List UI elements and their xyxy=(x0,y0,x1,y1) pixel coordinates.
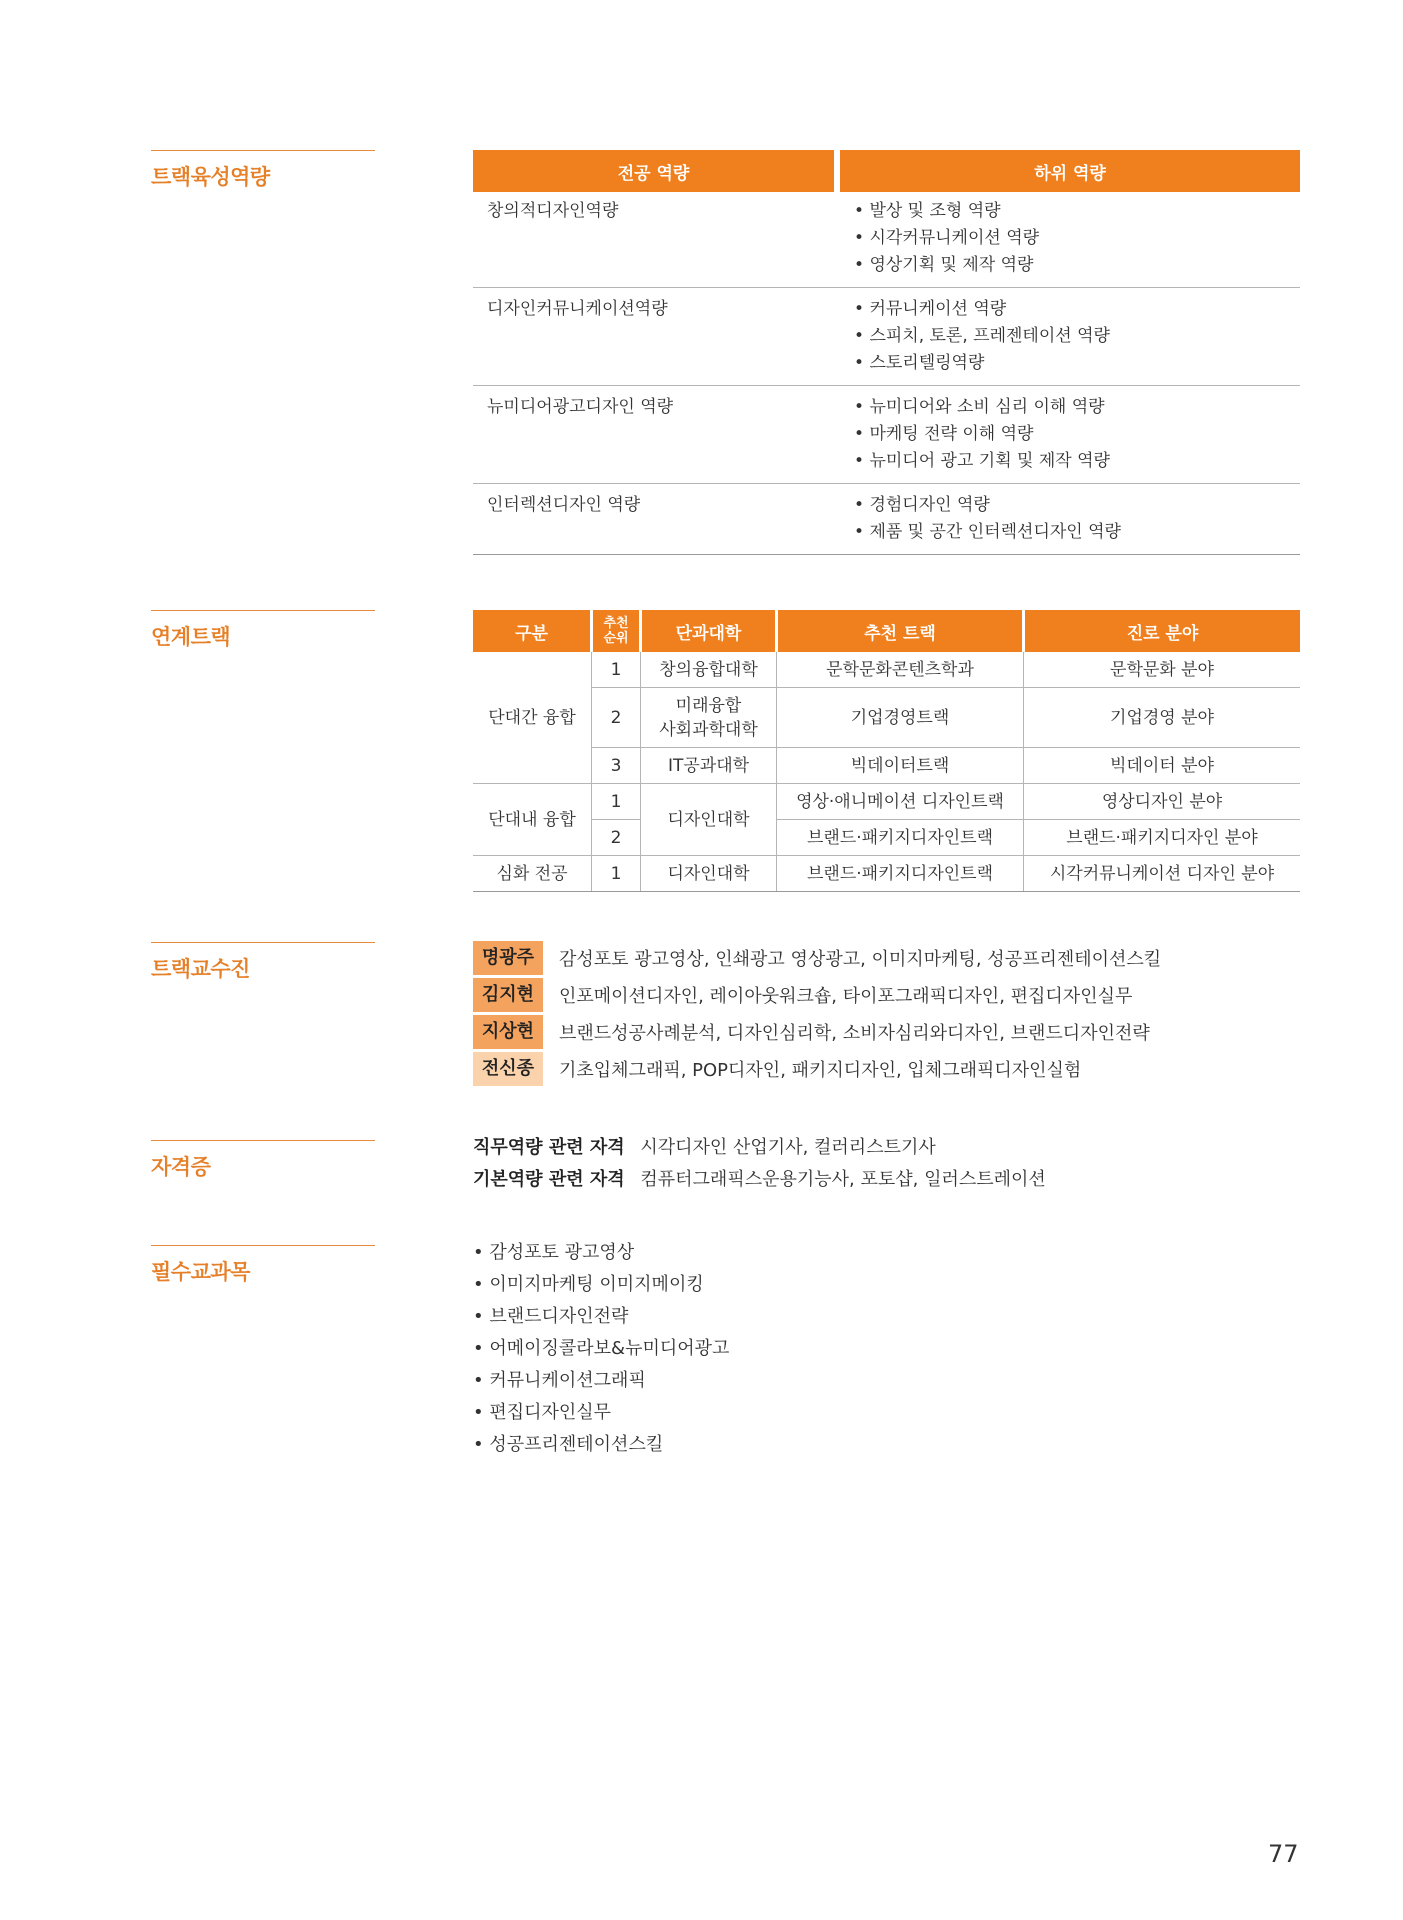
list-item: • 이미지마케팅 이미지메이킹 xyxy=(473,1269,729,1301)
list-item: • 뉴미디어 광고 기획 및 제작 역량 xyxy=(854,448,1286,475)
certificate-row xyxy=(473,1164,1046,1196)
header-rank-line1: 추천 xyxy=(603,616,629,631)
table-row xyxy=(473,386,1300,484)
career-cell: 영상디자인 분야 xyxy=(1024,784,1301,820)
college-cell: 디자인대학 xyxy=(641,784,777,856)
header-sub-competency: 하위 역량 xyxy=(840,150,1300,192)
certificate-value: 시각디자인 산업기사, 컬러리스트기사 xyxy=(640,1137,936,1158)
professor-courses: 기초입체그래픽, POP디자인, 패키지디자인, 입체그래픽디자인실험 xyxy=(559,1060,1082,1081)
list-item: • 커뮤니케이션 역량 xyxy=(854,296,1286,323)
table-row xyxy=(473,748,1300,784)
major-competency: 창의적디자인역량 xyxy=(473,192,834,288)
career-cell: 빅데이터 분야 xyxy=(1024,748,1301,784)
section-label-linked-track: 연계트랙 xyxy=(151,610,375,651)
professor-name: 지상현 xyxy=(473,1015,543,1049)
section-label-professors: 트랙교수진 xyxy=(151,942,375,983)
professor-list xyxy=(473,940,1323,1087)
professor-name: 김지현 xyxy=(473,978,543,1012)
professor-name: 명광주 xyxy=(473,941,543,975)
career-cell: 브랜드·패키지디자인 분야 xyxy=(1024,820,1301,856)
professor-row xyxy=(473,1051,1323,1087)
track-cell: 영상·애니메이션 디자인트랙 xyxy=(777,784,1024,820)
list-item: • 브랜드디자인전략 xyxy=(473,1301,729,1333)
professor-row xyxy=(473,940,1323,976)
list-item: • 마케팅 전략 이해 역량 xyxy=(854,421,1286,448)
list-item: • 경험디자인 역량 xyxy=(854,492,1286,519)
list-item: • 뉴미디어와 소비 심리 이해 역량 xyxy=(854,394,1286,421)
college-line2: 사회과학대학 xyxy=(659,719,758,740)
college-cell: IT공과대학 xyxy=(641,748,777,784)
table-row xyxy=(473,484,1300,555)
group-intra: 단대내 융합 xyxy=(473,784,592,856)
list-item: • 제품 및 공간 인터렉션디자인 역량 xyxy=(854,519,1286,546)
professor-row xyxy=(473,1014,1323,1050)
list-item: • 스토리텔링역량 xyxy=(854,350,1286,377)
track-cell: 브랜드·패키지디자인트랙 xyxy=(777,856,1024,892)
college-cell: 창의융합대학 xyxy=(641,652,777,688)
section-label-certificates: 자격증 xyxy=(151,1140,375,1181)
section-label-required-courses: 필수교과목 xyxy=(151,1245,375,1286)
list-item: • 영상기획 및 제작 역량 xyxy=(854,252,1286,279)
certificate-row xyxy=(473,1132,1046,1164)
page-number: 77 xyxy=(1268,1840,1299,1868)
rank-cell: 1 xyxy=(592,856,641,892)
list-item: • 감성포토 광고영상 xyxy=(473,1237,729,1269)
certificate-label: 직무역량 관련 자격 xyxy=(473,1137,625,1158)
list-item: • 스피치, 토론, 프레젠테이션 역량 xyxy=(854,323,1286,350)
header-college: 단과대학 xyxy=(641,610,777,652)
college-line1: 미래융합 xyxy=(675,695,742,716)
list-item: • 성공프리젠테이션스킬 xyxy=(473,1429,729,1461)
career-cell: 기업경영 분야 xyxy=(1024,688,1301,748)
rank-cell: 2 xyxy=(592,820,641,856)
professor-row xyxy=(473,977,1323,1013)
header-category: 구분 xyxy=(473,610,592,652)
table-row xyxy=(473,688,1300,748)
table-row xyxy=(473,192,1300,288)
section-label-track-competency: 트랙육성역량 xyxy=(151,150,375,191)
rank-cell: 1 xyxy=(592,652,641,688)
rank-cell: 1 xyxy=(592,784,641,820)
major-competency: 디자인커뮤니케이션역량 xyxy=(473,288,834,386)
track-cell: 기업경영트랙 xyxy=(777,688,1024,748)
list-item: • 어메이징콜라보&뉴미디어광고 xyxy=(473,1333,729,1365)
track-cell: 문학문화콘텐츠학과 xyxy=(777,652,1024,688)
certificate-list xyxy=(473,1132,1046,1196)
major-competency: 인터렉션디자인 역량 xyxy=(473,484,834,555)
list-item: • 발상 및 조형 역량 xyxy=(854,198,1286,225)
table-row xyxy=(473,652,1300,688)
competency-table xyxy=(473,150,1300,555)
track-cell: 빅데이터트랙 xyxy=(777,748,1024,784)
major-competency: 뉴미디어광고디자인 역량 xyxy=(473,386,834,484)
certificate-label: 기본역량 관련 자격 xyxy=(473,1169,625,1190)
header-major-competency: 전공 역량 xyxy=(473,150,834,192)
linked-track-table xyxy=(473,610,1300,892)
sub-competencies xyxy=(840,288,1300,386)
table-row xyxy=(473,856,1300,892)
table-row xyxy=(473,784,1300,820)
header-rank-line2: 순위 xyxy=(603,631,629,646)
rank-cell: 2 xyxy=(592,688,641,748)
college-cell: 디자인대학 xyxy=(641,856,777,892)
rank-cell: 3 xyxy=(592,748,641,784)
certificate-value: 컴퓨터그래픽스운용기능사, 포토샵, 일러스트레이션 xyxy=(640,1169,1046,1190)
sub-competencies xyxy=(840,484,1300,555)
list-item: • 시각커뮤니케이션 역량 xyxy=(854,225,1286,252)
header-rank xyxy=(592,610,641,652)
header-career: 진로 분야 xyxy=(1024,610,1301,652)
table-row xyxy=(473,820,1300,856)
header-track: 추천 트랙 xyxy=(777,610,1024,652)
college-cell xyxy=(641,688,777,748)
list-item: • 커뮤니케이션그래픽 xyxy=(473,1365,729,1397)
track-cell: 브랜드·패키지디자인트랙 xyxy=(777,820,1024,856)
professor-courses: 브랜드성공사례분석, 디자인심리학, 소비자심리와디자인, 브랜드디자인전략 xyxy=(559,1023,1150,1044)
professor-courses: 감성포토 광고영상, 인쇄광고 영상광고, 이미지마케팅, 성공프리젠테이션스킬 xyxy=(559,949,1162,970)
group-inter: 단대간 융합 xyxy=(473,652,592,784)
career-cell: 시각커뮤니케이션 디자인 분야 xyxy=(1024,856,1301,892)
required-course-list xyxy=(473,1237,729,1461)
table-row xyxy=(473,288,1300,386)
sub-competencies xyxy=(840,192,1300,288)
professor-courses: 인포메이션디자인, 레이아웃워크숍, 타이포그래픽디자인, 편집디자인실무 xyxy=(559,986,1133,1007)
group-advanced: 심화 전공 xyxy=(473,856,592,892)
sub-competencies xyxy=(840,386,1300,484)
list-item: • 편집디자인실무 xyxy=(473,1397,729,1429)
career-cell: 문학문화 분야 xyxy=(1024,652,1301,688)
professor-name: 전신종 xyxy=(473,1052,543,1086)
